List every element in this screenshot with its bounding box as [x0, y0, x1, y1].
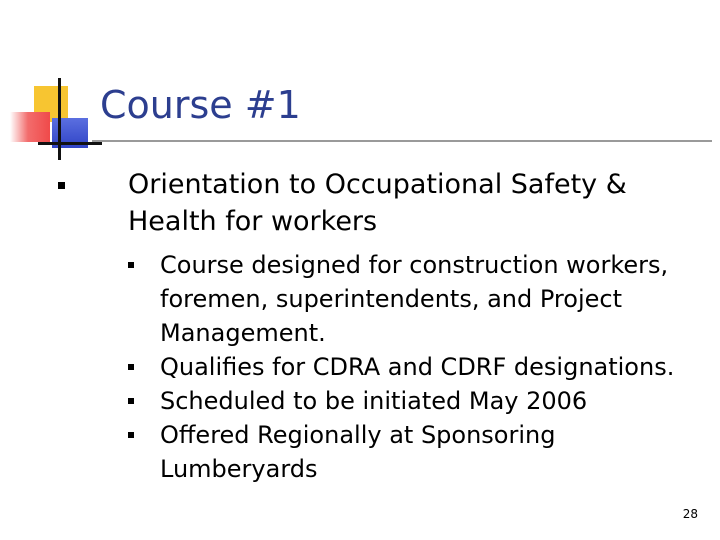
sub-bullet-item [128, 384, 708, 418]
page-number: 28 [682, 507, 698, 521]
sub-bullet-text: Scheduled to be initiated May 2006 [160, 387, 588, 415]
main-bullet-item [58, 166, 698, 240]
sub-bullet-text: Qualifies for CDRA and CDRF designations. [160, 353, 675, 381]
sub-bullet-item [128, 350, 708, 384]
sub-bullet-item [128, 418, 708, 486]
red-square [10, 112, 50, 142]
sub-bullet-text: Offered Regionally at Sponsoring Lumberyards [160, 421, 556, 483]
title-logo-graphic [0, 0, 110, 170]
square-bullet-icon [128, 398, 134, 404]
logo-horizontal-line [38, 142, 102, 145]
title-underline [92, 140, 712, 142]
slide-title: Course #1 [100, 83, 301, 127]
sub-bullet-list [128, 248, 708, 486]
square-bullet-icon [58, 182, 65, 189]
logo-vertical-line [58, 78, 61, 160]
sub-bullet-item [128, 248, 708, 350]
main-bullet-text: Orientation to Occupational Safety & Health for workers [128, 169, 627, 237]
square-bullet-icon [128, 262, 134, 268]
sub-bullet-text: Course designed for construction workers, foremen, superintendents, and Project Management. [160, 251, 669, 347]
square-bullet-icon [128, 432, 134, 438]
square-bullet-icon [128, 364, 134, 370]
